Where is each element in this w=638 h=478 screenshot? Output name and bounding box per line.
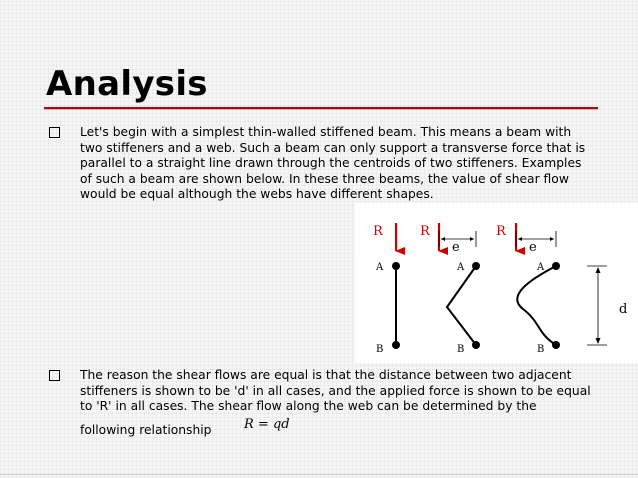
force-label-2: R [420,224,430,239]
footer-rule [0,474,638,475]
slide-title: Analysis [46,64,208,104]
top-label-1: A [376,262,384,273]
bullet-paragraph-2-text: The reason the shear flows are equal is that the distance between two adjacent stiffeners is shown to be 'd' in all cases, and the applied force is shown to be equal to 'R' in all cases. The shear flow along the web can be determined by the [80,368,591,414]
stiffener-a-2 [472,262,480,270]
bottom-label-1: B [376,344,384,355]
bullet-paragraph-1: Let's begin with a simplest thin-walled stiffened beam. This means a beam with two stiffeners and a web. Such a beam can only support a transverse force that is parallel to a straight line drawn through the centroids of two stiffeners. Examples of such a beam are shown below. In these three beams, the value of shear flow would be equal although the webs have different shapes. [80,125,586,202]
formula: R = qd [244,417,290,432]
square-bullet-icon [49,127,60,138]
force-label-3: R [496,224,506,239]
top-label-2: A [457,262,465,273]
beam-figure [355,203,638,363]
web-2 [447,266,476,345]
bottom-label-2: B [457,344,465,355]
stiffener-b-3 [552,341,560,349]
stiffener-a-1 [392,262,400,270]
bottom-label-3: B [537,344,545,355]
stiffener-b-2 [472,341,480,349]
bullet-paragraph-2-last-line: following relationship [80,422,212,437]
square-bullet-icon [49,370,60,381]
title-underline-grey [44,109,598,110]
offset-label-1: e [452,240,460,255]
offset-label-2: e [529,240,537,255]
beam-diagram [355,203,638,363]
web-3 [517,266,556,345]
dimension-d-label: d [619,302,628,317]
top-label-3: A [537,262,545,273]
stiffener-a-3 [552,262,560,270]
force-label-1: R [373,224,383,239]
bullet-paragraph-2 [80,368,600,438]
stiffener-b-1 [392,341,400,349]
